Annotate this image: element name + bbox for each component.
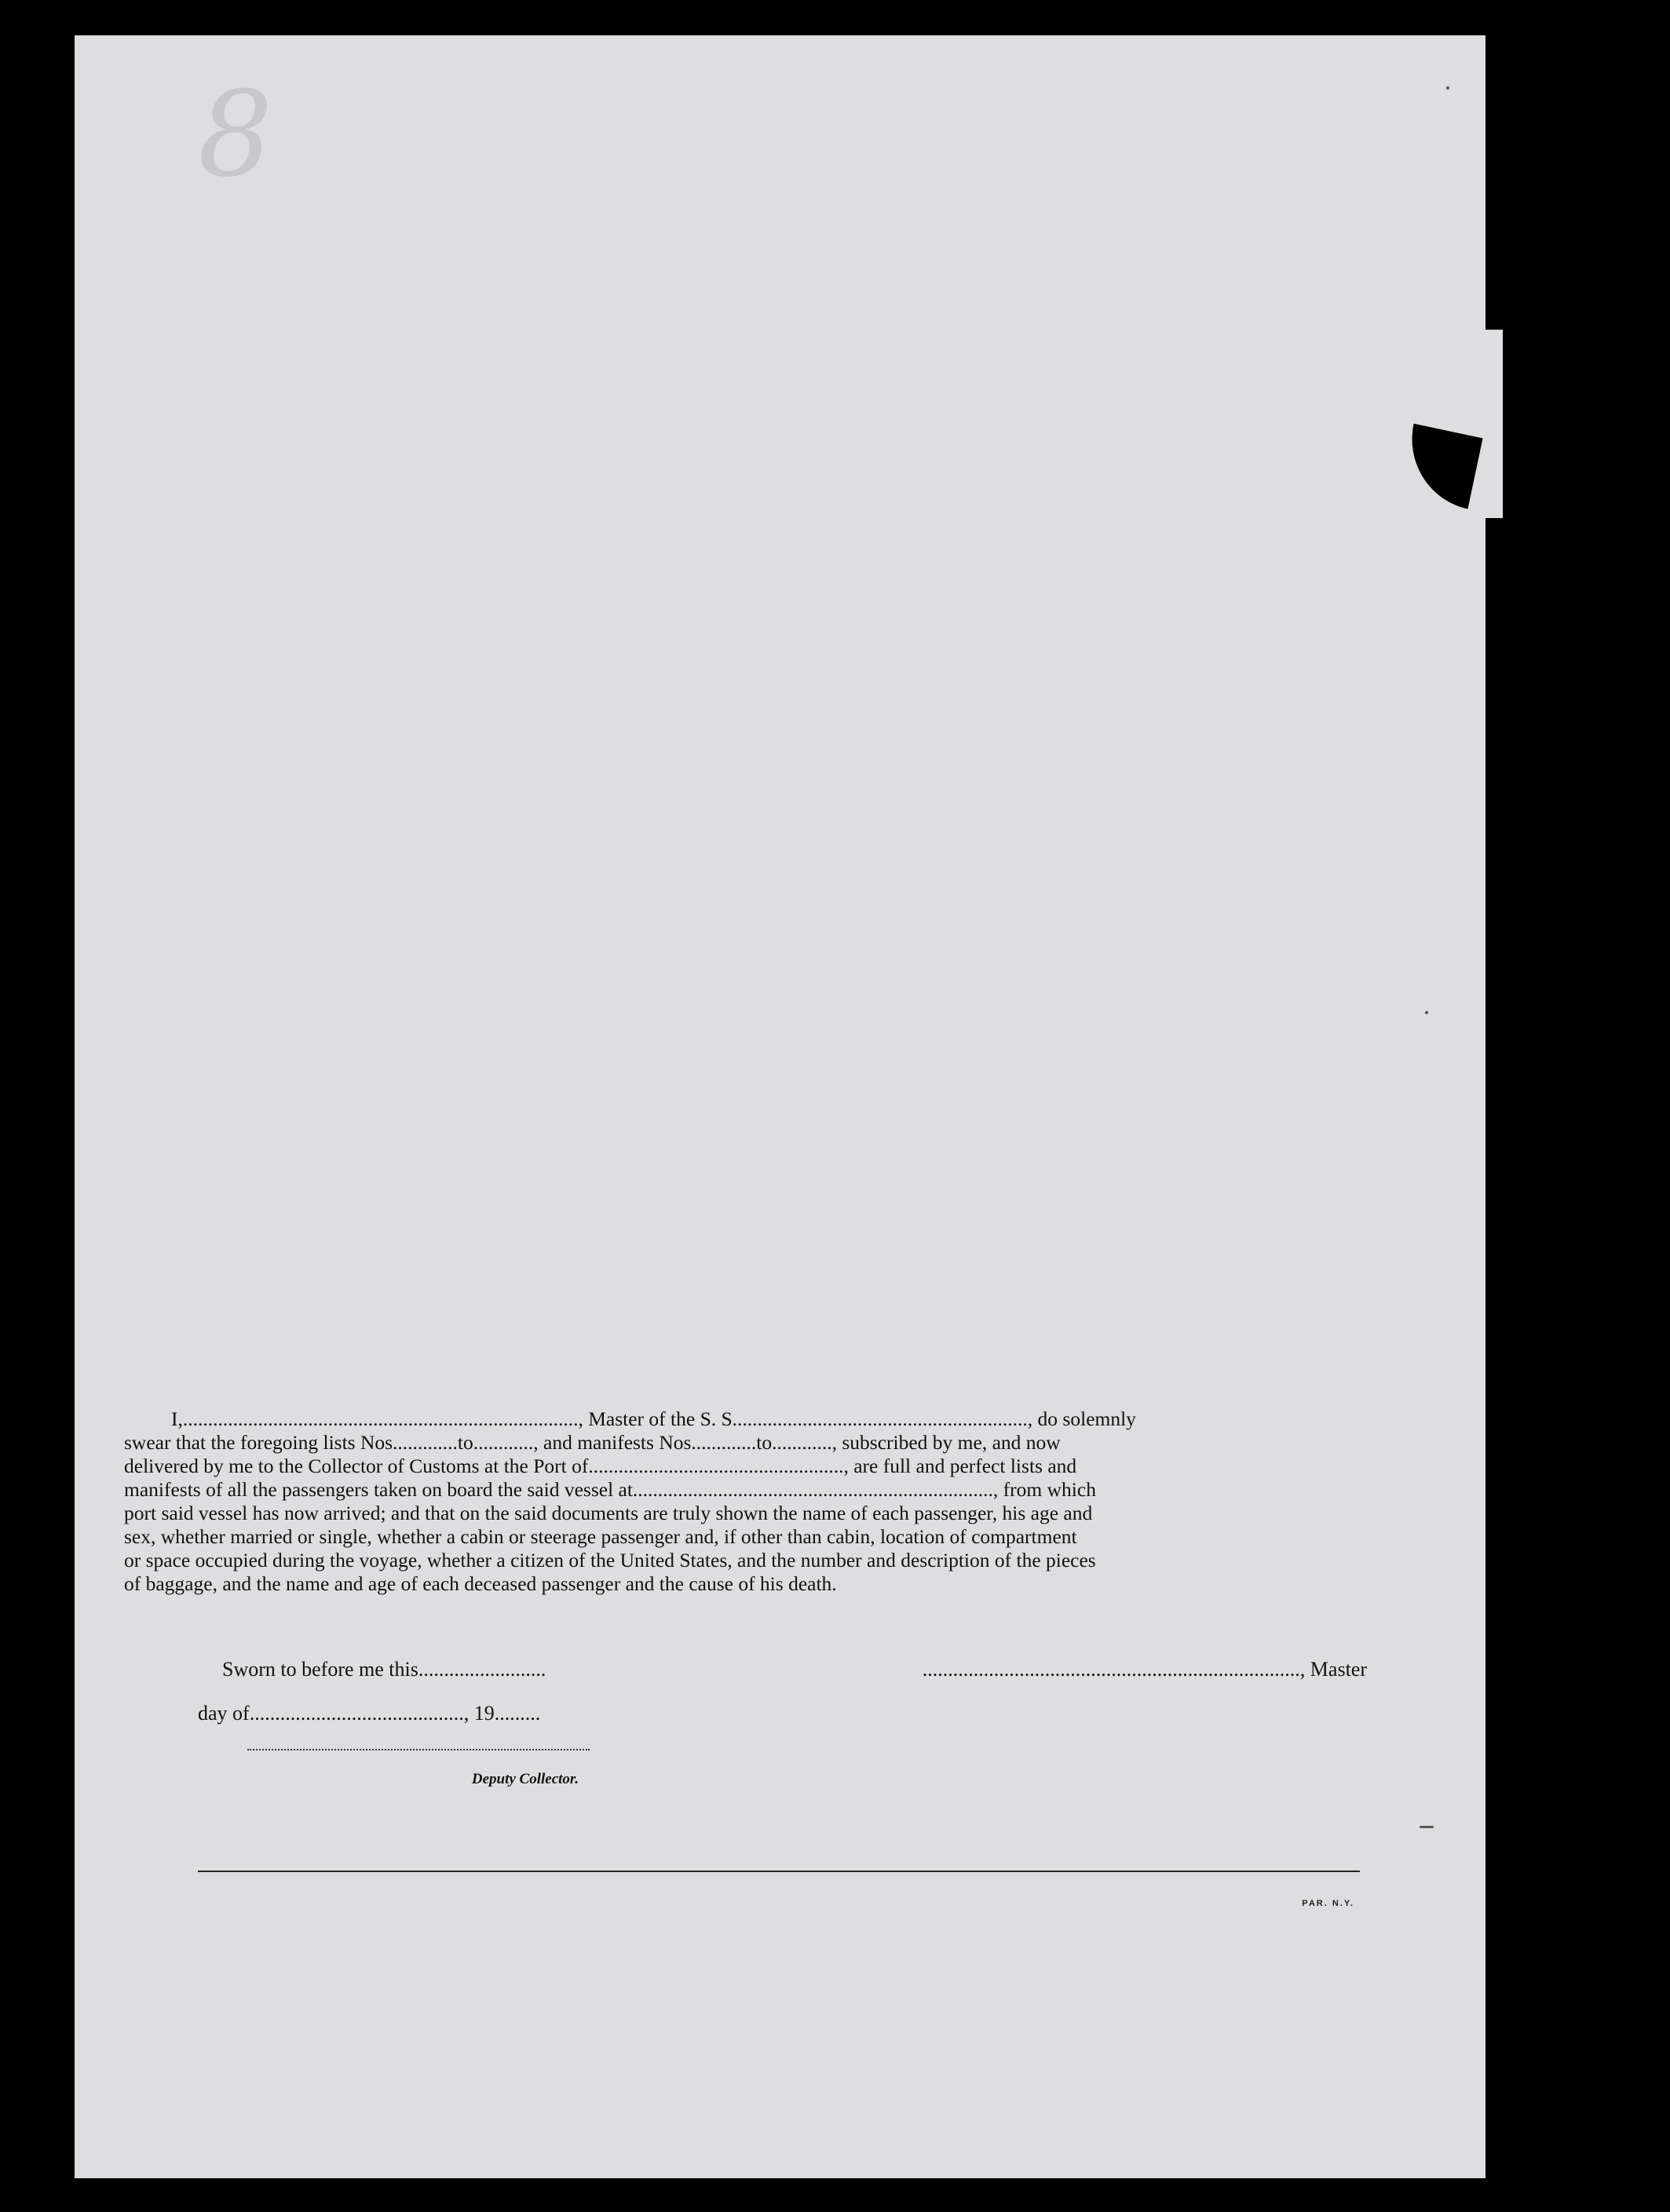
deputy-signature-line (247, 1749, 590, 1750)
speck (1425, 1011, 1428, 1014)
sworn-label: Sworn to before me this......................... (222, 1658, 546, 1681)
printer-mark: PAR. N.Y. (1302, 1899, 1354, 1908)
page-edge-tab (1485, 330, 1503, 518)
masters-oath (124, 1407, 1367, 1596)
oath-line-8: of baggage, and the name and age of each deceased passenger and the cause of his death. (124, 1572, 837, 1595)
deputy-collector-label: Deputy Collector. (471, 1771, 579, 1787)
pencil-page-number: 8 (198, 67, 273, 203)
oath-line-2: swear that the foregoing lists Nos.............to............, and manifests Nos.............to............, subscribed by me, and now (124, 1431, 1061, 1454)
oath-line-3: delivered by me to the Collector of Customs at the Port of..................................................., are full and perfect lists and (124, 1455, 1077, 1477)
horizontal-rule (198, 1871, 1360, 1872)
oath-line-7: or space occupied during the voyage, whether a citizen of the United States, and the number and description of the pieces (124, 1549, 1096, 1571)
form-page (75, 35, 1485, 2178)
oath-line-4: manifests of all the passengers taken on board the said vessel at........................................................................, from which (124, 1478, 1096, 1501)
speck (1446, 86, 1449, 89)
oath-line-6: sex, whether married or single, whether a cabin or steerage passenger and, if other than cabin, location of compartment (124, 1525, 1077, 1548)
day-of-line: day of.........................................., 19......... (198, 1702, 541, 1725)
master-signature-line: .........................................................................., Master (922, 1658, 1367, 1681)
speck (1420, 1826, 1434, 1828)
oath-line-1: I,..............................................................................., Master of the S. S..........................................................., do solemnly (171, 1407, 1136, 1430)
oath-line-5: port said vessel has now arrived; and that on the said documents are truly shown the name of each passenger, his age and (124, 1502, 1093, 1524)
